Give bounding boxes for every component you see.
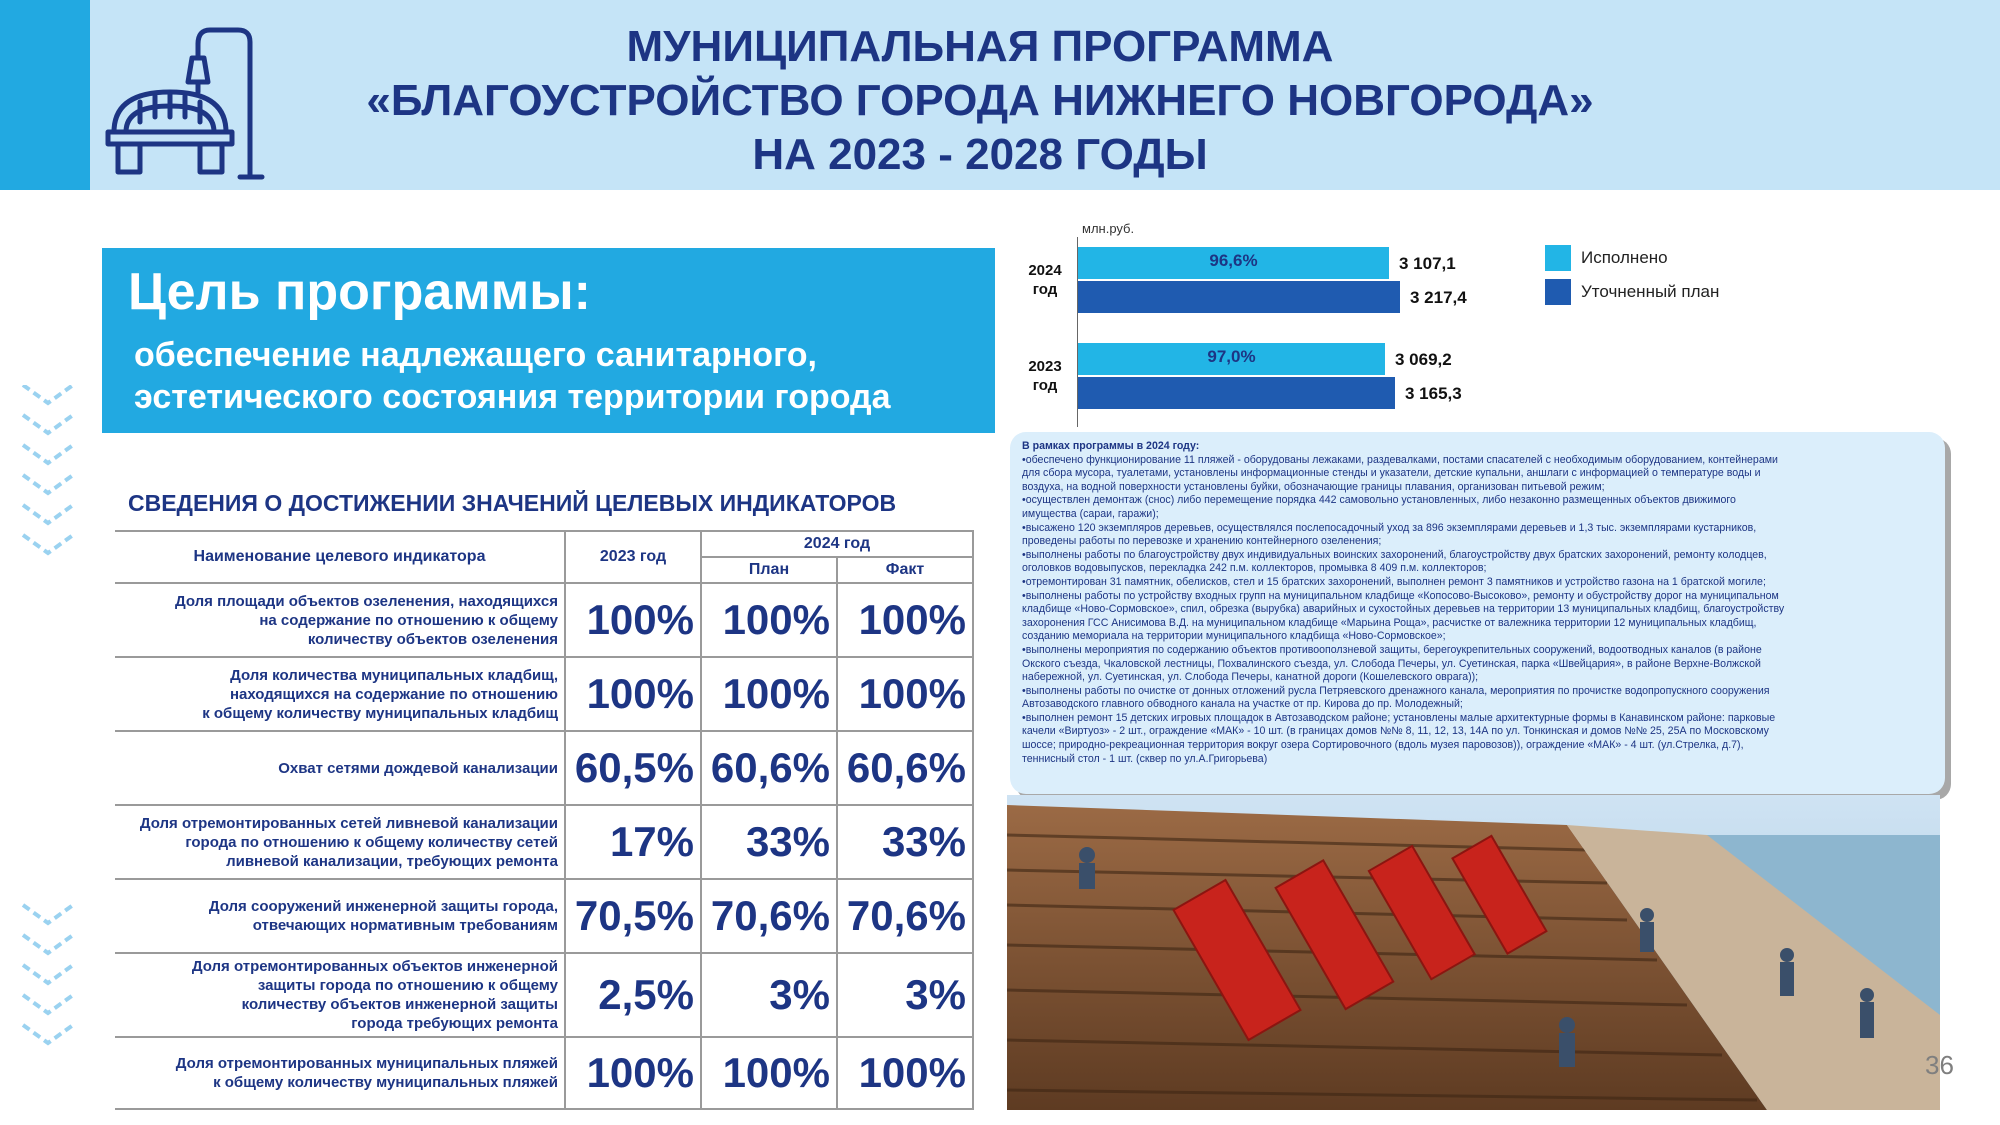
chart-value-label: 3 069,2 [1395, 350, 1452, 369]
indicator-name-line: города по отношению к общему количеству сетей [185, 833, 558, 851]
indicator-value-fact: 33% [837, 805, 973, 879]
legend-swatch [1545, 279, 1571, 305]
title-line-1: МУНИЦИПАЛЬНАЯ ПРОГРАММА [626, 22, 1334, 71]
indicator-name [115, 657, 565, 731]
goal-text [134, 334, 891, 418]
indicator-row [115, 583, 973, 657]
indicator-name [115, 879, 565, 953]
info-line: оголовков водовыпусков, перекладка 242 п.м. коллекторов, промывка 8 409 п.м. коллекторов; [1022, 562, 1487, 575]
indicator-value-plan: 100% [701, 583, 837, 657]
chevron-pattern-icon [18, 385, 78, 1065]
indicator-name-line: Охват сетями дождевой канализации [278, 759, 558, 777]
indicator-value-plan: 70,6% [701, 879, 837, 953]
goal-text-line-1: обеспечение надлежащего санитарного, [134, 336, 818, 374]
info-line: •осуществлен демонтаж (снос) либо перемещение порядка 442 самовольно установленных, либо незаконно размещенных объектов движимого [1022, 494, 1736, 507]
indicator-value-fact: 100% [837, 1037, 973, 1109]
chart-value-label: 3 217,4 [1410, 288, 1467, 307]
goal-title: Цель программы: [128, 263, 591, 321]
indicator-name-line: Доля сооружений инженерной защиты города, [208, 898, 558, 915]
indicator-row [115, 657, 973, 731]
info-line: •выполнены работы по благоустройству двух индивидуальных воинских захоронений, благоустройству двух братских захоронений, ремонту колодцев, [1022, 548, 1767, 561]
info-line: качели «Виртуоз» - 2 шт., ограждение «МАК» - 10 шт. (в границах домов №№ 8, 11, 12, 13, 14А по ул. Тонкинская и домов №№ 25, 25А по Московскому [1022, 725, 1769, 738]
indicator-value-plan: 33% [701, 805, 837, 879]
indicators-table [115, 530, 974, 1110]
indicator-value-v2023: 17% [565, 805, 701, 879]
info-line: для сбора мусора, туалетами, установлены информационные стенды и указатели, детские купальни, аншлаги с информацией о температуре воды и [1022, 467, 1761, 480]
indicator-name-line: ливневой канализации, требующих ремонта [226, 852, 558, 870]
legend-swatch [1545, 245, 1571, 271]
indicator-value-fact: 100% [837, 583, 973, 657]
chart-percent-label: 96,6% [1209, 251, 1258, 270]
chart-category-line: 2023 [1028, 358, 1062, 375]
page-number: 36 [1925, 1050, 1954, 1080]
indicators-title: СВЕДЕНИЯ О ДОСТИЖЕНИИ ЗНАЧЕНИЙ ЦЕЛЕВЫХ ИНДИКАТОРОВ [128, 490, 897, 516]
left-decor-bar [0, 0, 90, 1125]
legend-label: Уточненный план [1581, 282, 1720, 301]
col-header-2024: 2024 год [701, 531, 973, 557]
indicator-value-v2023: 60,5% [565, 731, 701, 805]
indicator-name-line: Доля площади объектов озеленения, находящихся [174, 592, 558, 610]
indicator-row [115, 879, 973, 953]
info-line: Автозаводского главного обводного канала на участке от пр. Кирова до пр. Молодежный; [1022, 698, 1463, 711]
info-line: •отремонтирован 31 памятник, обелисков, стел и 15 братских захоронений, выполнен ремонт 3 памятников и устройство газона на 1 братской могиле; [1022, 575, 1766, 588]
indicator-row [115, 731, 973, 805]
indicator-name-line: находящихся на содержание по отношению [229, 685, 558, 703]
info-line: •обеспечено функционирование 11 пляжей - оборудованы лежаками, раздевалками, постами спасателей с необходимым оборудованием, контейнерами [1022, 453, 1778, 466]
indicator-name [115, 1037, 565, 1109]
indicator-value-v2023: 2,5% [565, 953, 701, 1037]
indicator-row [115, 805, 973, 879]
col-header-name: Наименование целевого индикатора [115, 531, 565, 583]
indicator-value-v2023: 100% [565, 1037, 701, 1109]
indicator-value-fact: 70,6% [837, 879, 973, 953]
page-title [300, 20, 1660, 182]
chart-value-label: 3 107,1 [1399, 254, 1456, 273]
indicator-value-fact: 100% [837, 657, 973, 731]
info-line: шоссе; природно-рекреационная территория вокруг озера Сортировочного (вдоль музея паровозов)), ограждение «МАК» - 4 шт. (ул.Стрелка, д.7), [1022, 739, 1744, 752]
indicator-name [115, 731, 565, 805]
indicator-value-v2023: 100% [565, 657, 701, 731]
info-line: захоронения ГСС Анисимова В.Д. на муниципальном кладбище «Марьина Роща», расчистке от валежника территории 12 муниципальных кладбищ, [1022, 616, 1757, 629]
indicator-name-line: отвечающих нормативным требованиям [252, 917, 558, 934]
info-text [1022, 440, 1927, 766]
info-line: воздуха, на водной поверхности установлены буйки, обозначающие границы плавания, организован питьевой режим; [1022, 480, 1605, 493]
info-line: кладбище «Ново-Сормовское», спил, обрезка (вырубка) аварийных и сухостойных деревьев на территории 13 муниципальных кладбищ, благоустройству [1022, 603, 1785, 616]
chart-bar [1078, 281, 1400, 313]
col-header-fact: Факт [837, 557, 973, 583]
indicator-name-line: Доля отремонтированных муниципальных пляжей [175, 1055, 558, 1072]
indicator-value-plan: 3% [701, 953, 837, 1037]
info-line: набережной, ул. Суетинская, ул. Слобода Печеры, канатной дороги (Кошелевского оврага)); [1022, 671, 1479, 684]
indicator-name [115, 805, 565, 879]
chart-category-label [1020, 261, 1070, 299]
goal-box [102, 248, 995, 433]
info-line: •высажено 120 экземпляров деревьев, осуществлялся послепосадочный уход за 896 экземплярами деревьев и 1,3 тыс. экземплярами кустарников, [1022, 521, 1757, 534]
indicator-name-line: Доля отремонтированных сетей ливневой канализации [139, 814, 558, 832]
indicator-value-fact: 3% [837, 953, 973, 1037]
chart-bar [1078, 377, 1395, 409]
indicator-name-line: к общему количеству муниципальных пляжей [213, 1074, 558, 1091]
indicator-name-line: города требующих ремонта [351, 1015, 558, 1032]
chart-category-line: год [1032, 281, 1058, 298]
col-header-plan: План [701, 557, 837, 583]
park-bench-lamp-icon [100, 22, 270, 182]
title-line-3: НА 2023 - 2028 ГОДЫ [752, 130, 1208, 179]
indicator-name-line: количеству объектов озеленения [307, 630, 558, 648]
indicator-name [115, 583, 565, 657]
col-header-2023: 2023 год [565, 531, 701, 583]
info-panel [1010, 432, 1945, 794]
indicator-name-line: на содержание по отношению к общему [259, 611, 558, 629]
info-line: имущества (сараи, гаражи); [1022, 507, 1159, 520]
indicator-name-line: количеству объектов инженерной защиты [241, 996, 558, 1013]
info-line: Окского съезда, Чкаловской лестницы, Похвалинского съезда, ул. Слобода Печеры, ул. Суетинская, парка «Швейцария», в районе Верхне-Волжской [1022, 657, 1761, 670]
chart-unit-label: млн.руб. [1082, 221, 1135, 236]
info-line: •выполнены работы по устройству входных групп на муниципальном кладбище «Копосово-Высоково», ремонту и обустройству дорог на муниципальном [1022, 589, 1779, 602]
indicator-value-plan: 100% [701, 1037, 837, 1109]
indicator-value-v2023: 70,5% [565, 879, 701, 953]
indicator-value-v2023: 100% [565, 583, 701, 657]
title-line-2: «БЛАГОУСТРОЙСТВО ГОРОДА НИЖНЕГО НОВГОРОДА» [366, 76, 1594, 125]
goal-text-line-2: эстетического состояния территории города [134, 378, 891, 416]
budget-bar-chart [1020, 215, 1500, 415]
info-line: •выполнены работы по очистке от донных отложений русла Петряевского дренажного канала, мероприятия по прочистке водопропускного сооружения [1022, 684, 1770, 697]
indicator-name-line: Доля количества муниципальных кладбищ, [230, 666, 558, 684]
chart-percent-label: 97,0% [1207, 347, 1256, 366]
indicator-name-line: Доля отремонтированных объектов инженерной [191, 958, 558, 975]
info-line: созданию мемориала на территории муниципального кладбища «Ново-Сормовское»; [1022, 630, 1446, 643]
indicator-value-fact: 60,6% [837, 731, 973, 805]
embankment-stairs-photo [1007, 795, 1940, 1110]
info-line: •выполнен ремонт 15 детских игровых площадок в Автозаводском районе; установлены малые архитектурные формы в Канавинском районе: парковые [1022, 711, 1776, 724]
chart-category-line: год [1032, 377, 1058, 394]
chart-value-label: 3 165,3 [1405, 384, 1462, 403]
indicator-row [115, 953, 973, 1037]
indicator-row [115, 1037, 973, 1109]
indicator-name-line: защиты города по отношению к общему [257, 977, 558, 994]
chart-category-line: 2024 [1028, 262, 1062, 279]
info-line: •выполнены мероприятия по содержанию объектов противооползневой защиты, берегоукрепительных сооружений, водоотводных каналов (в районе [1022, 643, 1762, 656]
left-accent-block [0, 0, 90, 190]
info-line: теннисный стол - 1 шт. (сквер по ул.А.Григорьева) [1022, 752, 1268, 765]
indicator-name [115, 953, 565, 1037]
info-heading: В рамках программы в 2024 году: [1022, 440, 1200, 452]
indicator-name-line: к общему количеству муниципальных кладбищ [202, 704, 558, 722]
indicator-value-plan: 100% [701, 657, 837, 731]
legend-label: Исполнено [1581, 248, 1668, 267]
info-line: проведены работы по перевозке и хранению контейнерного озеленения; [1022, 535, 1382, 548]
indicator-value-plan: 60,6% [701, 731, 837, 805]
chart-category-label [1020, 357, 1070, 395]
